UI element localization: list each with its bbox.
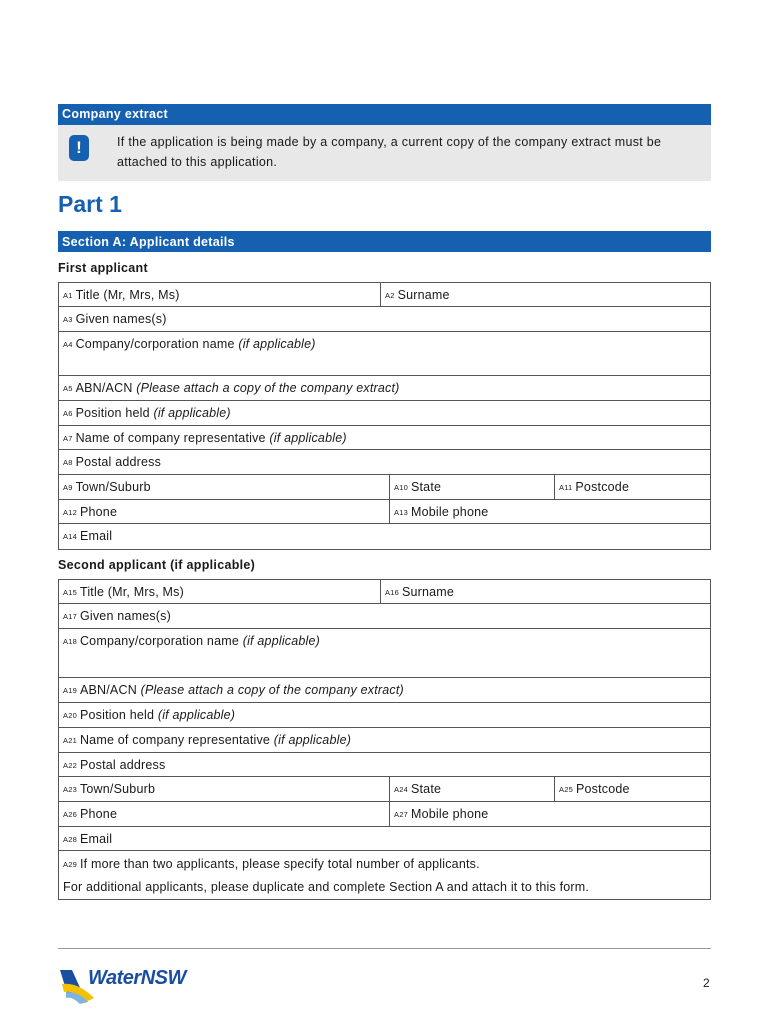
logo-text: WaterNSW (88, 967, 186, 989)
page-number: 2 (703, 976, 710, 990)
exclamation-icon: ! (69, 135, 89, 161)
field-company-representative-2[interactable]: A21 Name of company representative (if applicable) (63, 733, 352, 747)
field-title-2[interactable]: A15 Title (Mr, Mrs, Ms) (59, 580, 381, 603)
field-number-of-applicants[interactable]: A29 If more than two applicants, please specify total number of applicants. For additional applicants, please duplicate and complete Section A and attach it to this form. (59, 851, 710, 899)
section-heading: Section A: Applicant details (58, 231, 711, 252)
field-town-suburb[interactable]: A9 Town/Suburb (59, 475, 390, 499)
field-mobile-phone[interactable]: A13 Mobile phone (394, 505, 489, 519)
notice-text-line-1: If the application is being made by a company, a current copy of the company extract must be (117, 135, 662, 149)
field-given-names[interactable]: A3 Given names(s) (63, 312, 167, 326)
field-surname-2[interactable]: A16 Surname (385, 585, 455, 599)
field-company-name[interactable]: A4 Company/corporation name (if applicable) (63, 337, 316, 351)
field-postcode[interactable]: A11 Postcode (559, 480, 630, 494)
first-applicant-form (58, 282, 711, 550)
field-phone-2[interactable]: A26 Phone (59, 802, 390, 826)
field-given-names-2[interactable]: A17 Given names(s) (63, 609, 171, 623)
field-position-held[interactable]: A6 Position held (if applicable) (63, 406, 231, 420)
second-applicant-heading: Second applicant (if applicable) (58, 558, 256, 572)
field-email[interactable]: A14 Email (63, 529, 113, 543)
field-postal-address-2[interactable]: A22 Postal address (63, 758, 166, 772)
field-surname[interactable]: A2 Surname (385, 288, 450, 302)
waternsw-logo (58, 962, 198, 1004)
first-applicant-heading: First applicant (58, 261, 148, 275)
field-title[interactable]: A1 Title (Mr, Mrs, Ms) (59, 283, 381, 306)
field-email-2[interactable]: A28 Email (63, 832, 113, 846)
additional-applicants-note: For additional applicants, please duplicate and complete Section A and attach it to this form. (63, 880, 590, 894)
field-phone[interactable]: A12 Phone (59, 500, 390, 523)
field-position-held-2[interactable]: A20 Position held (if applicable) (63, 708, 236, 722)
field-postal-address[interactable]: A8 Postal address (63, 455, 162, 469)
notice-text-line-2: attached to this application. (117, 155, 278, 169)
field-company-representative[interactable]: A7 Name of company representative (if applicable) (63, 431, 347, 445)
part-title: Part 1 (58, 191, 122, 217)
field-abn-acn[interactable]: A5 ABN/ACN (Please attach a copy of the company extract) (63, 381, 400, 395)
field-town-suburb-2[interactable]: A23 Town/Suburb (59, 777, 390, 801)
field-state-2[interactable]: A24 State (390, 777, 555, 801)
notice-text (117, 132, 707, 172)
field-postcode-2[interactable]: A25 Postcode (559, 782, 630, 796)
field-state[interactable]: A10 State (390, 475, 555, 499)
field-mobile-phone-2[interactable]: A27 Mobile phone (394, 807, 489, 821)
notice-box (58, 125, 711, 181)
notice-heading: Company extract (58, 104, 711, 125)
second-applicant-form (58, 579, 711, 900)
field-abn-acn-2[interactable]: A19 ABN/ACN (Please attach a copy of the company extract) (63, 683, 404, 697)
footer-divider (58, 948, 711, 949)
field-company-name-2[interactable]: A18 Company/corporation name (if applicable) (63, 634, 321, 648)
